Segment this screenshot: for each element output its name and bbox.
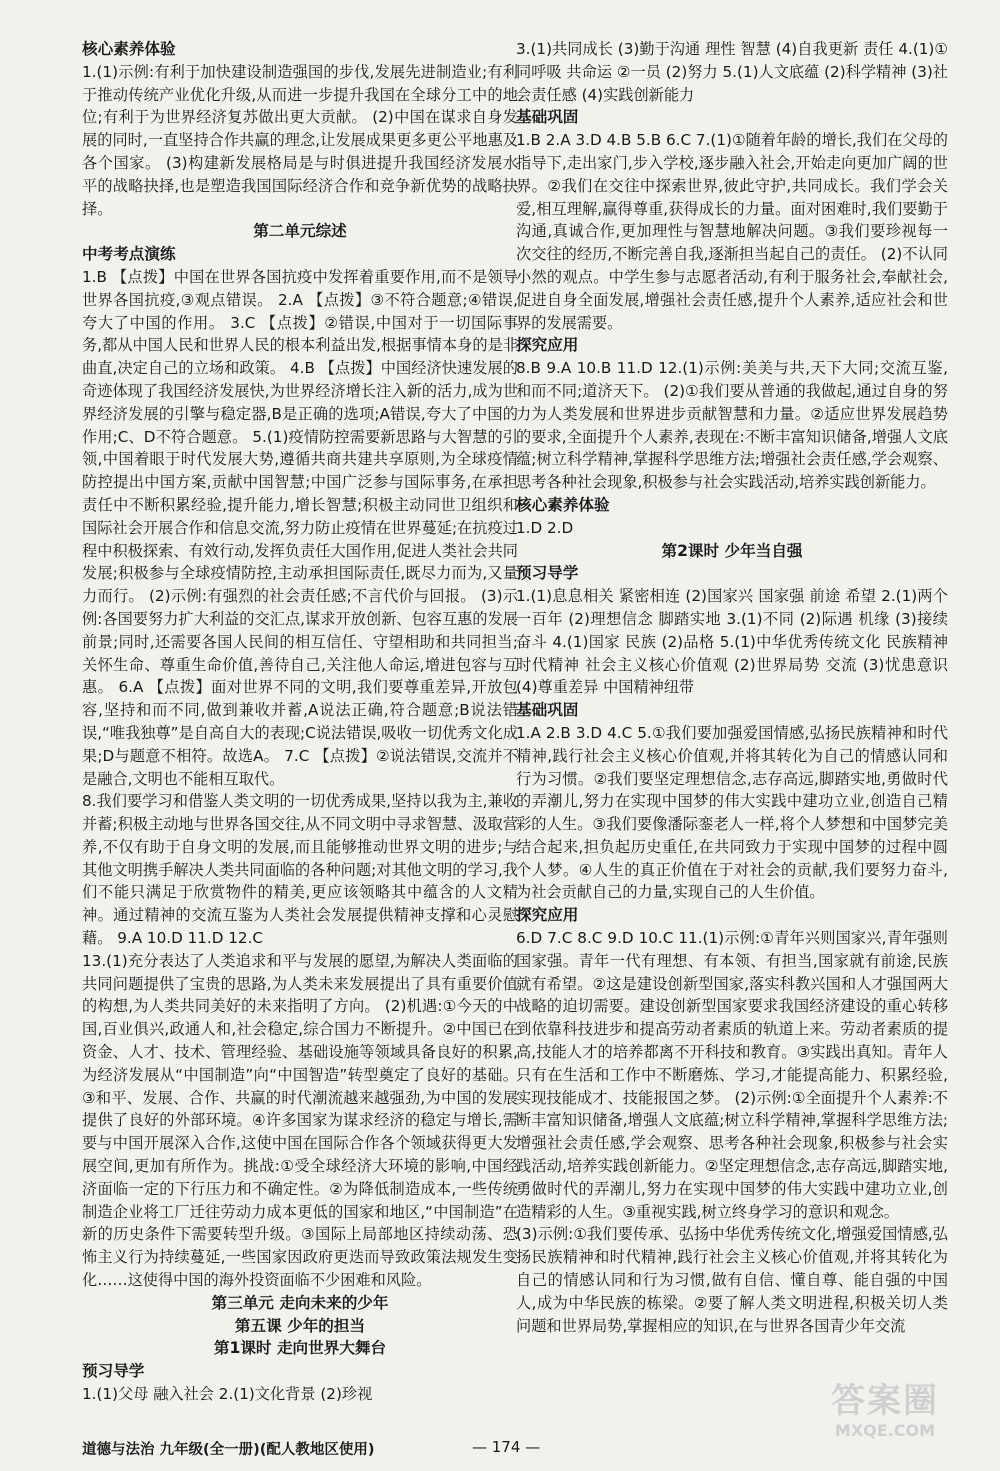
answer-paragraph: 1.(1)父母 融入社会 2.(1)文化背景 (2)珍视 <box>82 1385 373 1404</box>
answer-paragraph: 13.(1)充分表达了人类追求和平与发展的愿望,为解决人类面临的共同问题提供了宝贵的思路,为人类未来发展提出了具有重要价值的构想,为人类共同美好的未来指明了方向。 (2)机遇:①今天的中国,百业俱兴,政通人和,社会稳定,综合国力不断提升。②中国已在资金、人才、技术、管理经验、基础设施等领域具备良好的积累,为经济发展从“中国制造”向“中国智造”转型奠定了良好的基础。③和平、发展、合作、共赢的时代潮流越来越强劲,为中国的发展提供了良好的外部环境。④许多国家为谋求经济的稳定与增长,需要与中国开展深入合作,这使中国在国际合作各个领域获得更大发展空间,更加有所作为。挑战:①受全球经济大环境的影响,中国经济面临一定的下行压力和不确定性。②为降低制造成本,一些传统制造企业将工厂迁往劳动力成本更低的国家和地区,“中国制造”在新的历史条件下需要转型升级。③国际上局部地区持续动荡、恐怖主义行为持续蔓延,一些国家因政府更迭而导致政策法规发生变化……这使得中国的海外投资面临不少困难和风险。 <box>82 951 518 1290</box>
section-heading: 预习导学 <box>82 1362 145 1381</box>
answer-paragraph: 1.(1)息息相关 紧密相连 (2)国家兴 国家强 前途 希望 2.(1)两个一百年 (2)理想信念 脚踏实地 3.(1)不同 (2)际遇 机缘 (3)接续奋斗 4.(1)国家 民族 (2)品格 5.(1)中华优秀传统文化 民族精神 时代精神 社会主义核心价值观 (2)世界局势 交流 (3)忧患意识 (4)尊重差异 中国精神纽带 <box>516 587 948 697</box>
answer-paragraph: 8.B 9.A 10.B 11.D 12.(1)示例:美美与共,天下大同;交流互鉴,和而不同;道济天下。 (2)①我们要从普通的我做起,通过自身的努力为人类发展和世界进步贡献智慧和力量。②适应世界发展趋势的要求,全面提升个人素养,表现在:不断丰富知识储备,增强人文底蕴;树立科学精神,掌握科学思维方法;增强社会责任感,学会观察、思考各种社会现象,积极参与社会实践活动,培养实践创新能力。 <box>516 359 948 492</box>
answer-paragraph: 6.D 7.C 8.C 9.D 10.C 11.(1)示例:①青年兴则国家兴,青年强则国家强。青年一代有理想、有本领、有担当,国家就有前途,民族就有希望。②这是建设创新型国家,落实科教兴国和人才强国两大战略的迫切需要。建设创新型国家要求我国经济建设的重心转移到依靠科技进步和提高劳动者素质的轨道上来。劳动者素质的提高,技能人才的培养都离不开科技和教育。③实践出真知。青年人只有在生活和工作中不断磨炼、学习,才能提高能力、积累经验,实现技能成才、技能报国之梦。 (2)示例:①全面提升个人素养:不断丰富知识储备,增强人文底蕴;树立科学精神,掌握科学思维方法;增强社会责任感,学会观察、思考各种社会现象,积极参与社会实践活动,培养实践创新能力。②坚定理想信念,志存高远,脚踏实地,勇做时代的弄潮儿,努力在实现中国梦的伟大实践中建功立业,创造精彩的人生。③重视实践,树立终身学习的意识和观念。 <box>516 929 948 1221</box>
answer-paragraph: 1.(1)示例:有利于加快建设制造强国的步伐,发展先进制造业;有利于推动传统产业优化升级,从而进一步提升我国在全球分工中的地位;有利于为世界经济复苏做出更大贡献。 (2)中国在谋求自身发展的同时,一直坚持合作共赢的理念,让发展成果更多更公平地惠及各个国家。 (3)构建新发展格局是与时俱进提升我国经济发展水平的战略抉择,也是塑造我国国际经济合作和竞争新优势的战略抉择。 <box>82 62 518 218</box>
section-heading: 核心素养体验 <box>82 40 176 58</box>
section-heading: 基础巩固 <box>516 701 579 720</box>
lesson-heading: 第三单元 走向未来的少年 <box>211 1293 389 1312</box>
lesson-heading: 第2课时 少年当自强 <box>661 541 803 560</box>
book-title: 道德与法治 九年级(全一册)(配人教地区使用) <box>82 1442 375 1458</box>
lesson-heading: 第二单元综述 <box>253 222 347 241</box>
answer-paragraph: 1.D 2.D <box>516 518 574 537</box>
answer-paragraph: 3.(1)共同成长 (3)勤于沟通 理性 智慧 (4)自我更新 责任 4.(1)①同呼吸 共命运 ②一员 (2)努力 5.(1)人文底蕴 (2)科学精神 (3)社会责任感 (4)实践创新能力 <box>516 40 948 104</box>
section-heading: 探究应用 <box>516 906 579 925</box>
answer-paragraph: 1.B 2.A 3.D 4.B 5.B 6.C 7.(1)①随着年龄的增长,我们在父母的指导下,走出家门,步入学校,逐步融入社会,开始走向更加广阔的世界。②我们在交往中探索世界,彼此守护,共同成长。我们学会关爱,相互理解,赢得尊重,获得成长的力量。面对困难时,我们要勤于沟通,真诚合作,更加理性与智慧地解决问题。③我们要珍视每一次交往的经历,不断完善自我,逐渐担当起自己的责任。 (2)不认同小然的观点。中学生参与志愿者活动,有利于服务社会,奉献社会,促进自身全面发展,增强社会责任感,提升个人素养,适应社会和世界的发展需要。 <box>516 131 948 332</box>
lesson-heading: 第1课时 走向世界大舞台 <box>213 1339 387 1358</box>
page-number: — 174 — <box>472 1438 541 1456</box>
watermark-logo <box>810 1381 960 1451</box>
lesson-heading: 第五课 少年的担当 <box>234 1316 366 1335</box>
watermark-text: 答案圈 <box>831 1381 939 1421</box>
right-column <box>516 38 948 1337</box>
watermark-url: MXQE.COM <box>834 1421 936 1440</box>
section-heading: 中考考点演练 <box>82 245 176 264</box>
left-column <box>82 38 518 1406</box>
section-heading: 基础巩固 <box>516 108 579 127</box>
answer-paragraph: (3)示例:①我们要传承、弘扬中华优秀传统文化,增强爱国情感,弘扬民族精神和时代精神,践行社会主义核心价值观,并将其转化为自己的情感认同和行为习惯,做有自信、懂自尊、能自强的中国人,成为中华民族的栋梁。②要了解人类文明进程,积极关切人类问题和世界局势,掌握相应的知识,在与世界各国青少年交流 <box>516 1225 948 1335</box>
answer-paragraph: 8.我们要学习和借鉴人类文明的一切优秀成果,坚持以我为主,兼收并蓄;积极主动地与世界各国交往,从不同文明中寻求智慧、汲取营养,不仅有助于自身文明的发展,而且能够推动世界文明的进步;与其他文明携手解决人类共同面临的各种问题;对其他文明的学习,我们不能只满足于欣赏物件的精美,更应该领略其中蕴含的人文精神。通过精神的交流互鉴为人类社会发展提供精神支撑和心灵慰藉。 9.A 10.D 11.D 12.C <box>82 792 518 948</box>
section-heading: 探究应用 <box>516 336 579 355</box>
section-heading: 核心素养体验 <box>516 495 610 514</box>
section-heading: 预习导学 <box>516 564 579 583</box>
answer-paragraph: 1.B 【点拨】中国在世界各国抗疫中发挥着重要作用,而不是领导世界各国抗疫,③观点错误。 2.A 【点拨】③不符合题意;④错误,夸大了中国的作用。 3.C 【点拨】②错误,中国对于一切国际事务,都从中国人民和世界人民的根本利益出发,根据事情本身的是非曲直,决定自己的立场和政策。 4.B 【点拨】中国经济快速发展的奇迹体现了我国经济发展快,为世界经济增长注入新的活力,成为世界经济发展的引擎与稳定器,B是正确的选项;A错误,夸大了中国的作用;C、D不符合题意。 5.(1)疫情防控需要新思路与大智慧的引领,中国着眼于时代发展大势,遵循共商共建共享原则,为全球疫情防控提出中国方案,贡献中国智慧;中国广泛参与国际事务,在承担责任中不断积累经验,提升能力,增长智慧;积极主动同世卫组织和国际社会开展合作和信息交流,努力防止疫情在世界蔓延;在抗疫过程中积极探索、有效行动,发挥负责任大国作用,促进人类社会共同发展;积极参与全球疫情防控,主动承担国际责任,既尽力而为,又量力而行。 (2)示例:有强烈的社会责任感;不言代价与回报。 (3)示例:各国要努力扩大利益的交汇点,谋求开放创新、包容互惠的发展前景;同时,还需要各国人民间的相互信任、守望相助和共同担当;关怀生命、尊重生命价值,善待自己,关注他人命运,增进包容与互惠。 6.A 【点拨】面对世界不同的文明,我们要尊重差异,开放包容,坚持和而不同,做到兼收并蓄,A说法正确,符合题意;B说法错误,“唯我独尊”是自高自大的表现;C说法错误,吸收一切优秀文化成果;D与题意不相符。故选A。 7.C 【点拨】②说法错误,交流并不是融合,文明也不能相互取代。 <box>82 267 518 788</box>
answer-paragraph: 1.A 2.B 3.D 4.C 5.①我们要加强爱国情感,弘扬民族精神和时代精神,践行社会主义核心价值观,并将其转化为自己的情感认同和行为习惯。②我们要坚定理想信念,志存高远,脚踏实地,勇做时代的弄潮儿,努力在实现中国梦的伟大实践中建功立业,创造自己精彩的人生。③我们要像潘际銮老人一样,将个人梦想和中国梦完美结合起来,担负起历史重任,在共同致力于实现中国梦的过程中圆个人梦。④人生的真正价值在于对社会的贡献,我们要努力奋斗,为社会贡献自己的力量,实现自己的人生价值。 <box>516 723 948 902</box>
